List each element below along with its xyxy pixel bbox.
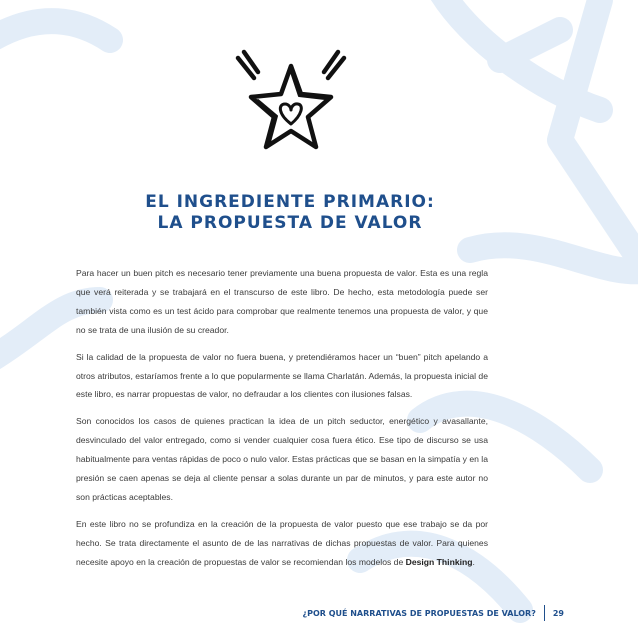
footer-divider (544, 605, 545, 621)
paragraph-end: . (472, 556, 475, 567)
page-number: 29 (552, 608, 564, 618)
page-footer (302, 605, 564, 621)
body-text (76, 264, 488, 580)
paragraph: Son conocidos los casos de quienes practican la idea de un pitch seductor, energético y avasallante, desvinculado del valor entregado, como si vender cualquier cosa fuera ético. Ese tipo de discurso se usa habitualmente para ventas rápidas de poco o nulo valor. Estas prácticas que se basan en la simpatía y en la presión se caen apenas se deja al cliente pensar a solas durante un par de minutos, y para este autor no son prácticas aceptables. (76, 416, 488, 502)
emphasis-design-thinking: Design Thinking (405, 556, 473, 567)
page-subtitle: LA PROPUESTA DE VALOR (157, 213, 423, 233)
footer-section-title: ¿POR QUÉ NARRATIVAS DE PROPUESTAS DE VALOR? (302, 608, 536, 618)
paragraph (76, 515, 488, 572)
paragraph: Si la calidad de la propuesta de valor no fuera buena, y pretendiéramos hacer un “buen” pitch apelando a otros atributos, estaríamos frente a lo que popularmente se llama Charlatán. Además, la propuesta inicial de este libro, es narrar propuestas de valor, no defraudar a los clientes con ilusiones falsas. (76, 351, 488, 400)
page-title: EL INGREDIENTE PRIMARIO: (145, 192, 435, 212)
paragraph: Para hacer un buen pitch es necesario tener previamente una buena propuesta de valor. Esta es una regla que verá reiterada y se trabajará en el transcurso de este libro. De hecho, esta metodología puede ser también vista como es un test ácido para comprobar que realmente tenemos una propuesta de valor, y que no se trata de una ilusión de su creador. (76, 268, 488, 335)
star-heart-illustration (232, 44, 350, 180)
paragraph-text: En este libro no se profundiza en la creación de la propuesta de valor puesto que ese trabajo se da por hecho. Se trata directamente el asunto de de las narrativas de dichas propuestas de valor. Para quienes necesite apoyo en la creación de propuestas de valor se recomiendan los modelos de (76, 518, 488, 567)
